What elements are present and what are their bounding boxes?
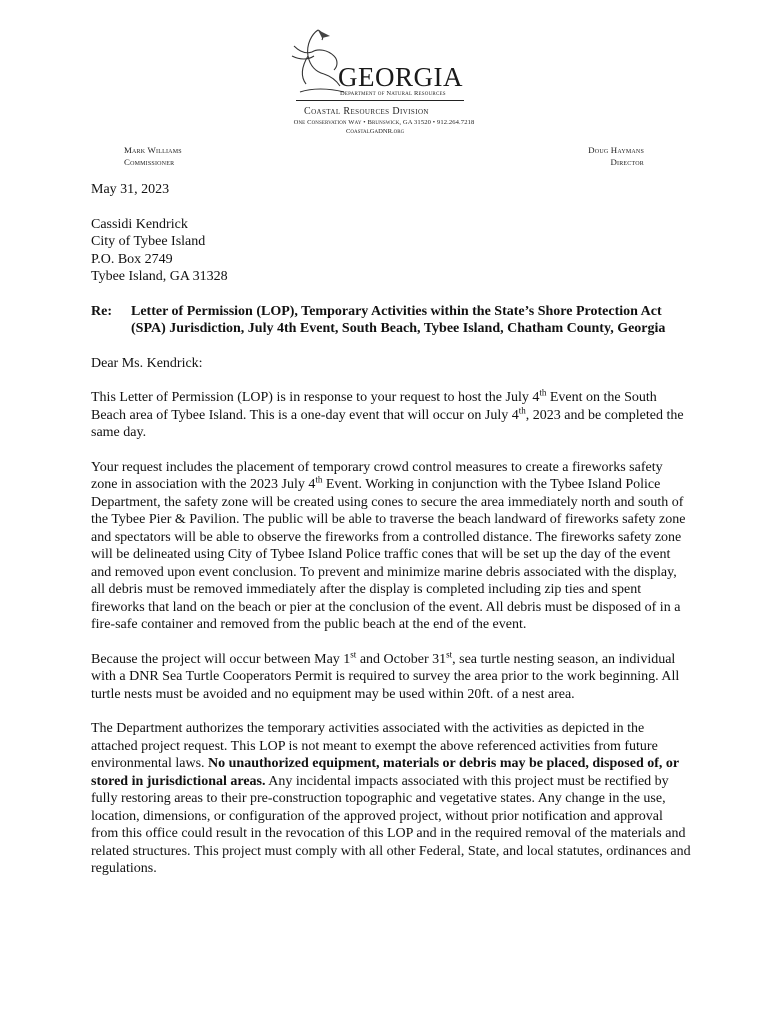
text-run: The Department authorizes the temporary activities associated with the activities as depicted in the attached project request. This LOP is not meant to exempt the above referenced activities from future environmental laws. [91,721,658,771]
subject-label: Re: [91,303,112,319]
bold-condition: No unauthorized equipment, materials or debris may be placed, disposed of, or stored in jurisdictional areas. [91,756,679,789]
division-name: Coastal Resources Division [304,106,429,117]
text-run: Any incidental impacts associated with this project must be rectified by fully restoring areas to their pre-construction topographic and vegetative states. Any change in the use, location, dimensions, or configuration of the approved project, without prior notification and approval from this office could result in the revocation of this LOP and in the required removal of the materials and related structures. This project must comply with all other Federal, State, and local statutes, ordinances and regulations. [91,773,691,876]
paragraph-turtle-season [91,648,691,704]
subject-text: Letter of Permission (LOP), Temporary Activities within the State’s Shore Protection Act (SPA) Jurisdiction, July 4th Event, South Beach, Tybee Island, Chatham County, Georgia [131,303,666,336]
ordinal-suffix: th [315,474,323,485]
letter-body [91,181,691,895]
ordinal-suffix: th [539,387,547,398]
paragraph-authorization [91,720,691,878]
agency-website: CoastalGaDNR.org [346,128,405,135]
letter-date: May 31, 2023 [91,182,170,197]
commissioner-block [124,144,182,168]
subject-line [91,303,691,338]
text-run: This Letter of Permission (LOP) is in response to your request to host the July 4 [91,390,540,405]
salutation: Dear Ms. Kendrick: [91,355,203,371]
text-run: Because the project will occur between May 1 [91,651,351,667]
director-block [564,144,644,168]
text-run: Your request includes the placement of temporary crowd control measures to create a fireworks safety zone in association with the 2023 July 4 [91,459,663,492]
agency-address: One Conservation Way • Brunswick, GA 31520 • 912.264.7218 [293,119,475,126]
letterhead-divider [296,100,464,101]
agency-wordmark: GEORGIA [338,62,463,92]
paragraph-request [91,389,691,442]
recipient-name: Cassidi Kendrick [91,216,188,232]
paragraph-safety-zone [91,459,691,634]
commissioner-name: Mark Williams [124,145,182,155]
recipient-city-state-zip: Tybee Island, GA 31328 [91,269,228,284]
director-title: Director [610,157,644,167]
recipient-po-box: P.O. Box 2749 [91,251,173,267]
ordinal-suffix: th [518,404,526,415]
ordinal-suffix: st [350,648,357,659]
text-run: Event. Working in conjunction with the Tybee Island Police Department, the safety zone will be created using cones to secure the area immediately north and south of the Tybee Pier & Pavilion. The public will be able to traverse the beach landward of fireworks safety zone and spectators will be able to observe the fireworks from a controlled distance. The fireworks safety zone will be delineated using City of Tybee Island Police traffic cones that will be set up the day of the event and removed upon event conclusion. To prevent and minimize marine debris associated with the display, all debris must be removed immediately after the display is completed including zip ties and spent fireworks that land on the beach or pier at the conclusion of the event. All debris must be disposed of in a fire-safe container and removed from the public beach at the end of the event. [91,477,686,632]
letterhead [0,0,770,175]
department-name: Department of Natural Resources [340,90,446,97]
commissioner-title: Commissioner [124,157,175,167]
ordinal-suffix: st [446,648,453,659]
text-run: , 2023 and be completed the same day. [91,407,684,440]
text-run: , sea turtle nesting season, an individual with a DNR Sea Turtle Cooperators Permit is required to survey the area prior to the work beginning. All turtle nests must be avoided and no equipment may be used within 20ft. of a nest area. [91,651,680,702]
text-run: and October 31 [356,651,447,667]
recipient-address [91,216,691,286]
text-run: Event on the South Beach area of Tybee Island. This is a one-day event that will occur on July 4 [91,390,657,423]
recipient-organization: City of Tybee Island [91,234,206,249]
director-name: Doug Haymans [588,145,644,155]
